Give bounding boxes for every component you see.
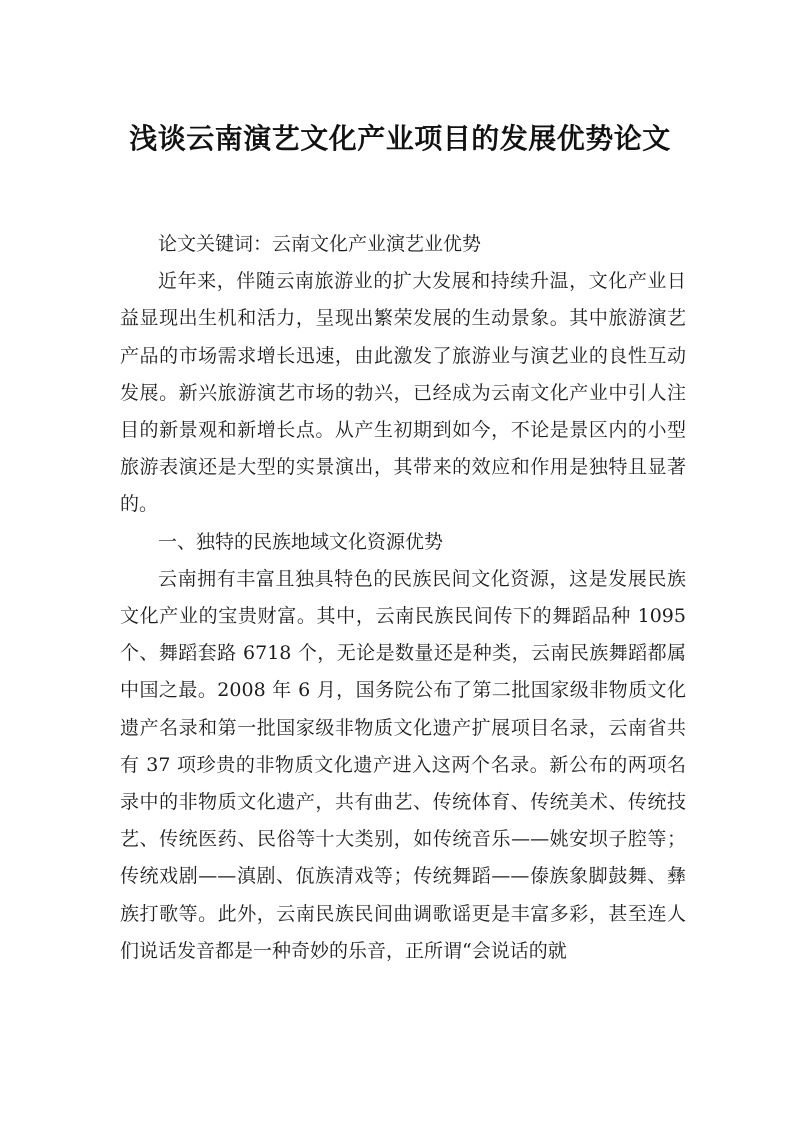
intro-paragraph: 近年来，伴随云南旅游业的扩大发展和持续升温，文化产业日益显现出生机和活力，呈现出繁荣发展的生动景象。其中旅游演艺产品的市场需求增长迅速，由此激发了旅游业与演艺业的良性互动发展。新兴旅游演艺市场的勃兴，已经成为云南文化产业中引人注目的新景观和新增长点。从产生初期到如今，不论是景区内的小型旅游表演还是大型的实景演出，其带来的效应和作用是独特且显著的。: [120, 270, 686, 516]
section-paragraph: 云南拥有丰富且独具特色的民族民间文化资源，这是发展民族文化产业的宝贵财富。其中，云南民族民间传下的舞蹈品种 1095 个、舞蹈套路 6718 个，无论是数量还是种类，云南民族舞蹈都属中国之最。2008 年 6 月，国务院公布了第二批国家级非物质文化遗产名录和第一批国家级非物质文化遗产扩展项目名录，云南省共有 37 项珍贵的非物质文化遗产进入这两个名录。新公布的两项名录中的非物质文化遗产，共有曲艺、传统体育、传统美术、传统技艺、传统医药、民俗等十大类别，如传统音乐——姚安坝子腔等；传统戏剧——滇剧、佤族清戏等；传统舞蹈——傣族象脚鼓舞、彝族打歌等。此外，云南民族民间曲调歌谣更是丰富多彩，甚至连人们说话发音都是一种奇妙的乐音，正所谓“会说话的就: [120, 567, 686, 962]
document-title: 浅谈云南演艺文化产业项目的发展优势论文: [129, 121, 671, 155]
document-body: [120, 226, 686, 970]
keywords-paragraph: 论文关键词：云南文化产业演艺业优势: [158, 233, 482, 255]
section-heading: 一、独特的民族地域文化资源优势: [158, 530, 444, 553]
